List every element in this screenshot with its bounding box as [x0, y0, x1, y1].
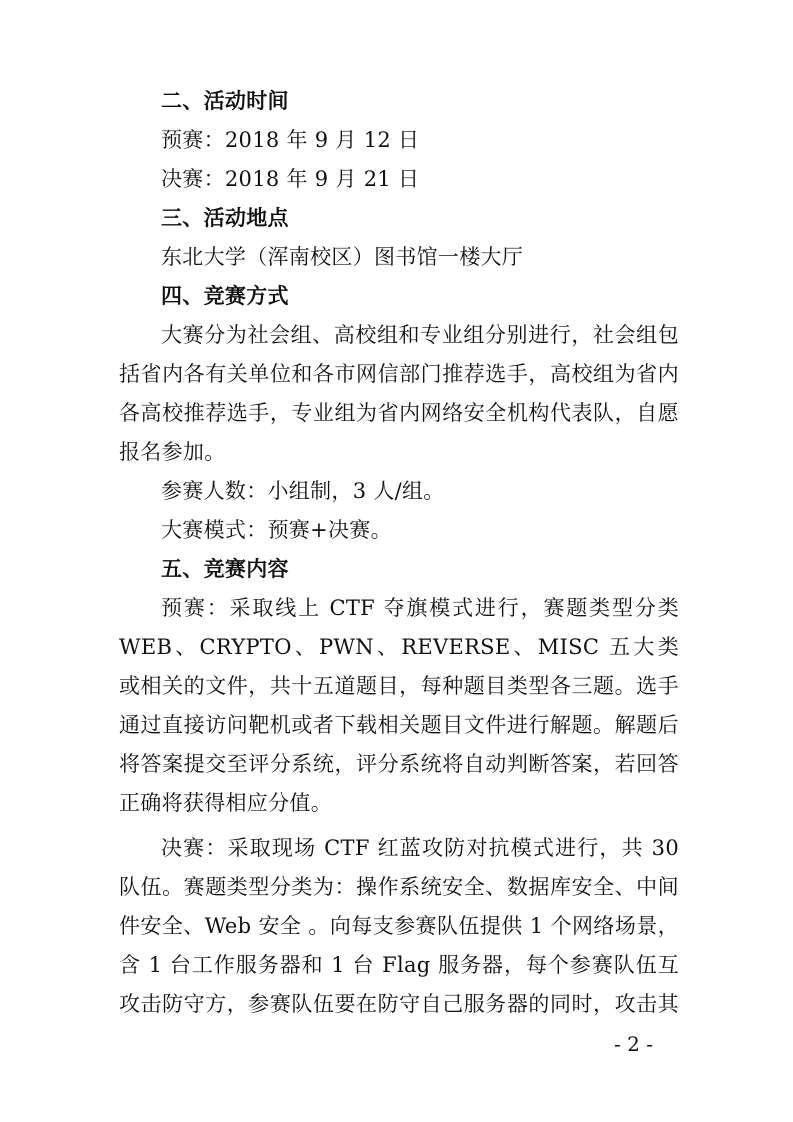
team-size-text: 参赛人数：小组制，3 人/组。	[161, 479, 445, 503]
format-paragraph-line: 括省内各有关单位和各市网信部门推荐选手，高校组为省内	[119, 362, 679, 386]
section-5-heading: 五、竞赛内容	[161, 557, 289, 581]
final-content-line: 含 1 台工作服务器和 1 台 Flag 服务器，每个参赛队伍互	[119, 953, 679, 977]
page-number: - 2 -	[614, 1032, 653, 1056]
prelim-content-line: 将答案提交至评分系统，评分系统将自动判断答案，若回答	[119, 752, 679, 776]
final-date: 决赛：2018 年 9 月 21 日	[161, 167, 420, 191]
prelim-content-line: WEB、CRYPTO、PWN、REVERSE、MISC 五大类	[119, 635, 679, 659]
section-2-heading: 二、活动时间	[161, 89, 289, 113]
prelim-content-line: 预赛：采取线上 CTF 夺旗模式进行，赛题类型分类	[161, 596, 679, 620]
section-4-heading: 四、竞赛方式	[161, 284, 289, 308]
format-paragraph-line: 报名参加。	[119, 440, 226, 464]
section-3-heading: 三、活动地点	[161, 206, 289, 230]
final-content-line: 队伍。赛题类型分类为：操作系统安全、数据库安全、中间	[119, 875, 679, 899]
contest-mode-text: 大赛模式：预赛+决赛。	[161, 518, 392, 542]
prelim-date: 预赛：2018 年 9 月 12 日	[161, 128, 420, 152]
format-paragraph-line: 各高校推荐选手，专业组为省内网络安全机构代表队，自愿	[119, 401, 679, 425]
venue-text: 东北大学（浑南校区）图书馆一楼大厅	[161, 245, 524, 269]
prelim-content-line: 或相关的文件，共十五道题目，每种题目类型各三题。选手	[119, 674, 679, 698]
format-paragraph-line: 大赛分为社会组、高校组和专业组分别进行，社会组包	[161, 323, 679, 347]
document-body	[119, 82, 679, 1024]
final-content-line: 件安全、Web 安全 。向每支参赛队伍提供 1 个网络场景，	[119, 914, 679, 938]
final-content-line: 决赛：采取现场 CTF 红蓝攻防对抗模式进行，共 30	[161, 836, 679, 860]
final-content-line: 攻击防守方，参赛队伍要在防守自己服务器的同时，攻击其	[119, 992, 679, 1016]
prelim-content-line: 通过直接访问靶机或者下载相关题目文件进行解题。解题后	[119, 713, 679, 737]
prelim-content-line: 正确将获得相应分值。	[119, 791, 332, 815]
